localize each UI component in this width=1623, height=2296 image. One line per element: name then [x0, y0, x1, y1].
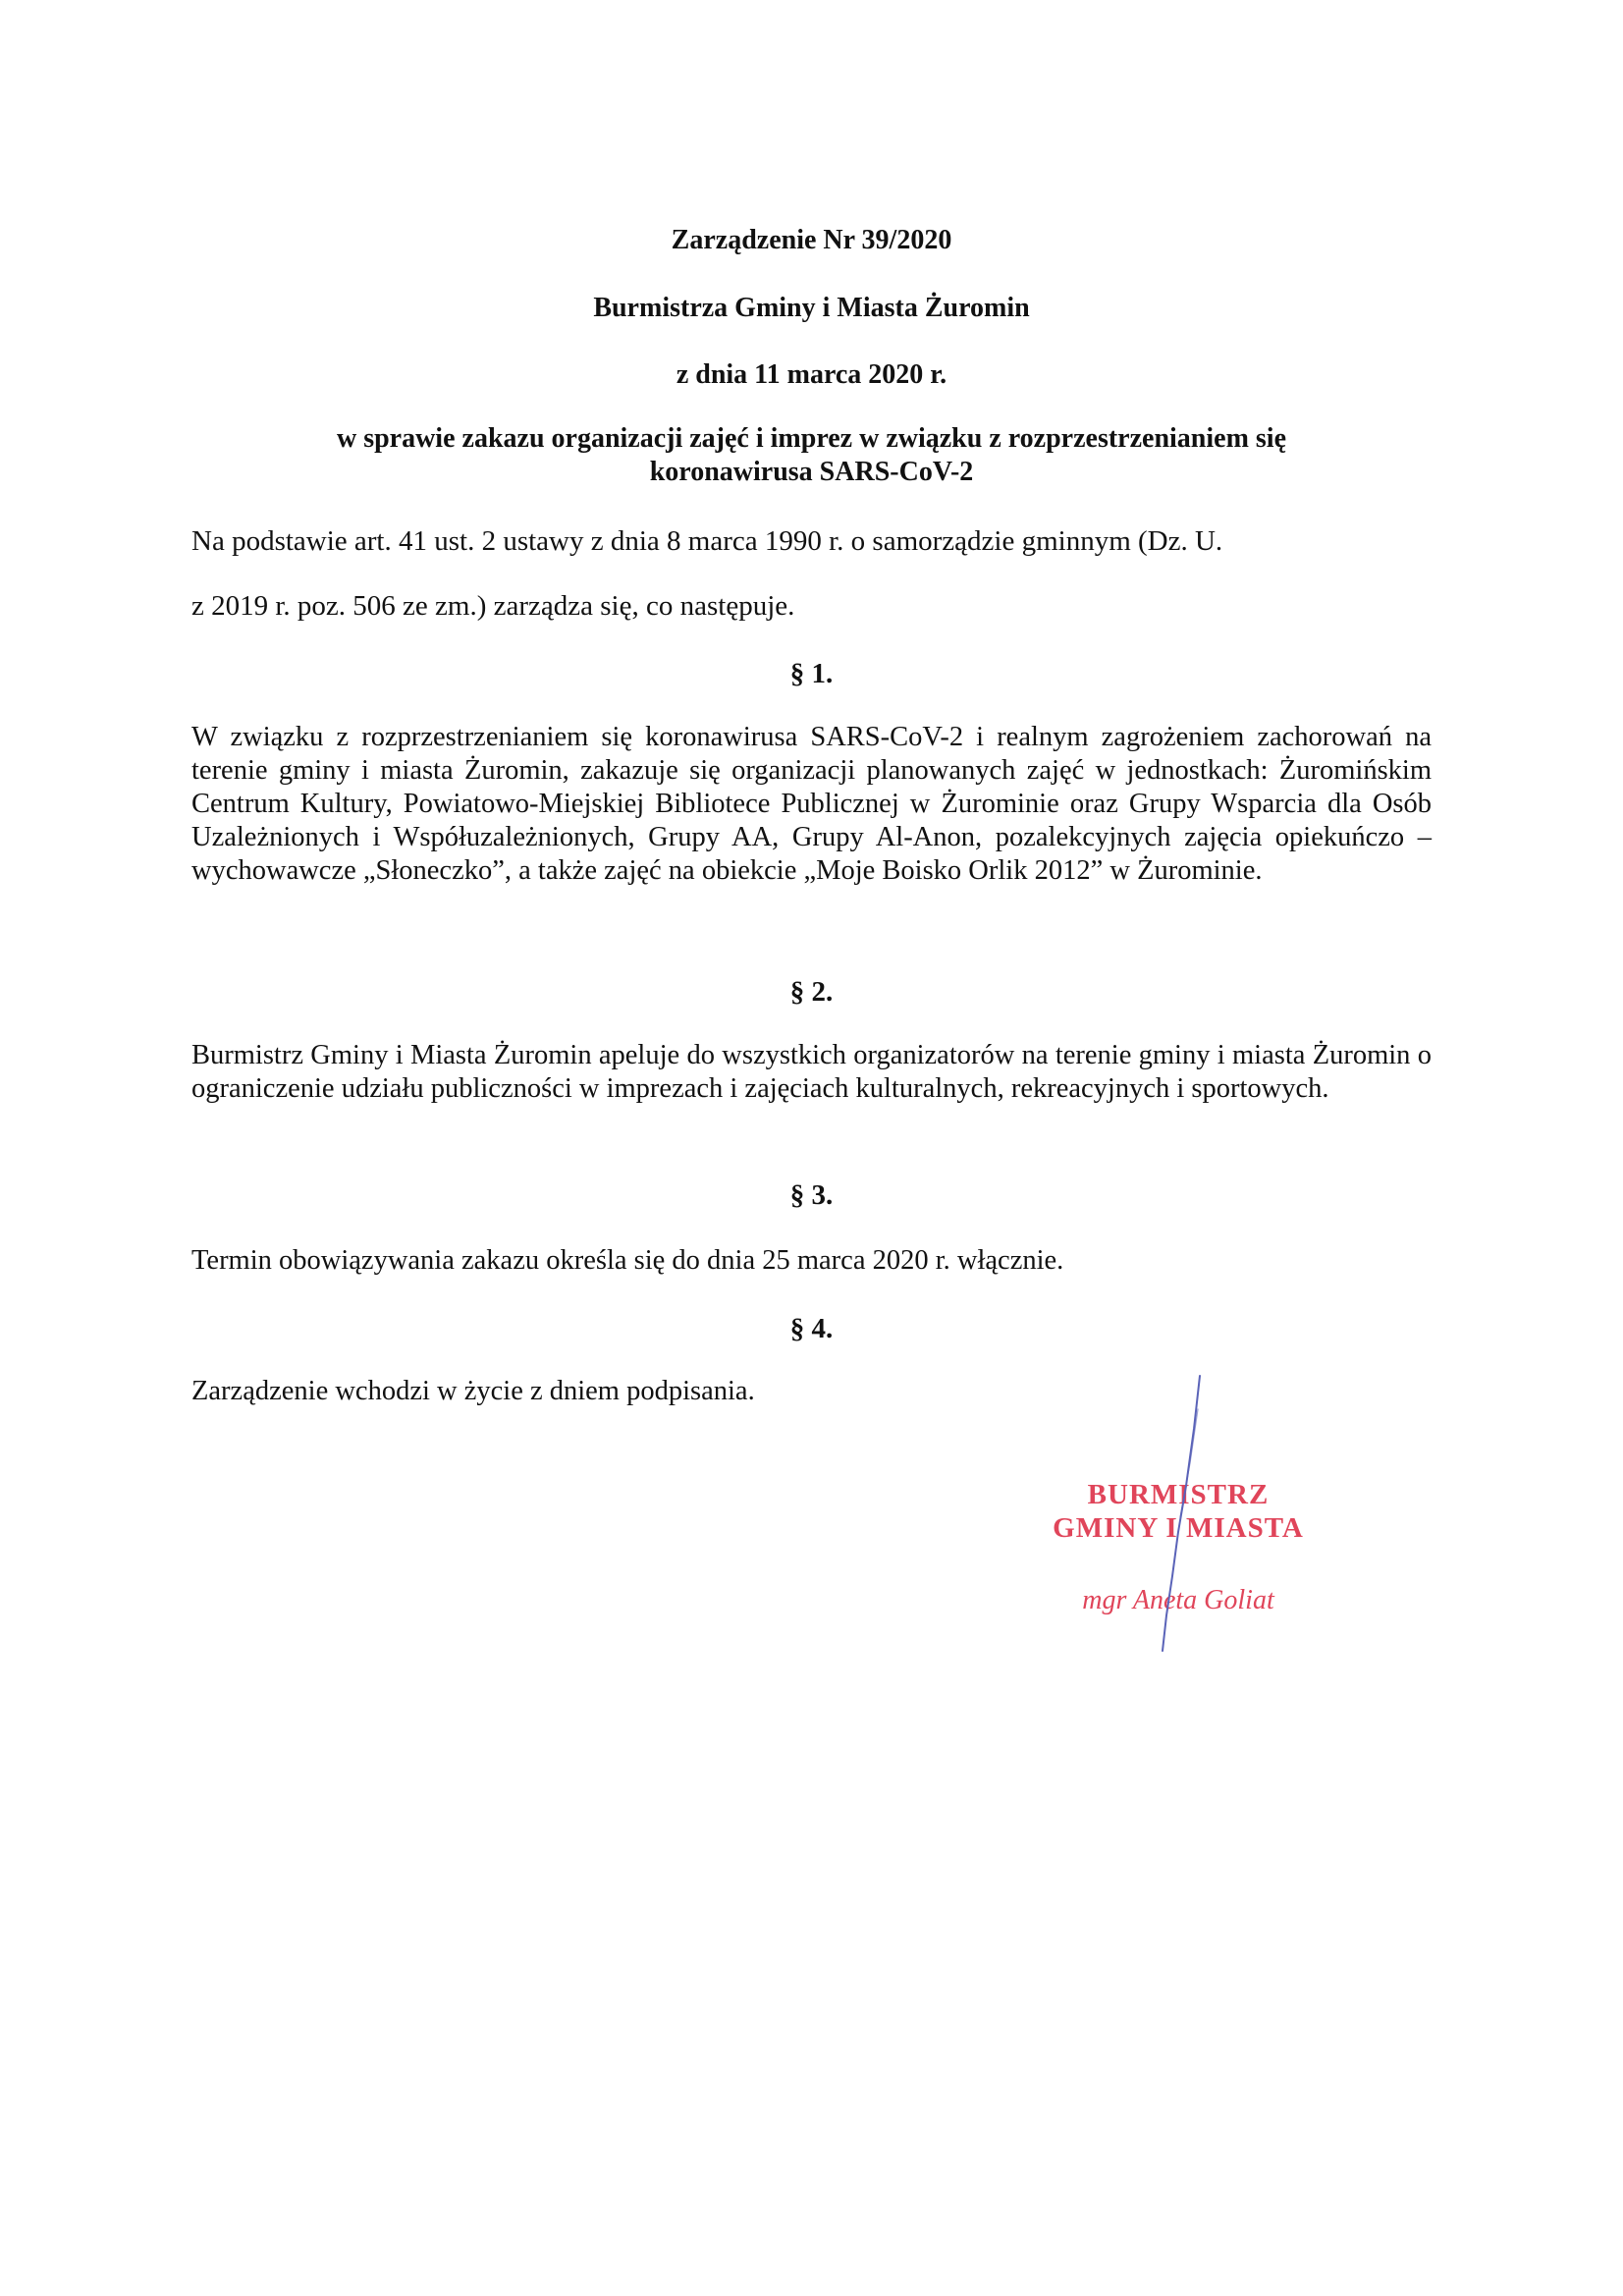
section-3-mark: § 3. [789, 1179, 834, 1211]
stamp-name: mgr Aneta Goliat [1082, 1585, 1274, 1615]
section-1-mark: § 1. [789, 658, 834, 689]
issue-date: z dnia 11 marca 2020 r. [676, 359, 947, 390]
section-3-text: Termin obowiązywania zakazu określa się do dnia 25 marca 2020 r. włącznie. [191, 1245, 1064, 1276]
preamble-line-1: Na podstawie art. 41 ust. 2 ustawy z dnia 8 marca 1990 r. o samorządzie gminnym (Dz. U. [191, 525, 1223, 557]
ordinance-number: Zarządzenie Nr 39/2020 [671, 225, 952, 255]
issuer: Burmistrza Gminy i Miasta Żuromin [593, 293, 1030, 323]
stamp-title-line-2: GMINY I MIASTA [1053, 1512, 1304, 1544]
subject [187, 422, 1436, 489]
preamble-line-2: z 2019 r. poz. 506 ze zm.) zarządza się, co następuje. [191, 590, 795, 622]
section-2-mark: § 2. [789, 976, 834, 1008]
subject-line-2: koronawirusa SARS-CoV-2 [649, 457, 974, 487]
stamp-title-line-1: BURMISTRZ [1087, 1479, 1270, 1510]
subject-line-1: w sprawie zakazu organizacji zajęć i imprez w związku z rozprzestrzenianiem się [336, 423, 1287, 454]
section-4-mark: § 4. [789, 1313, 834, 1344]
section-4-text: Zarządzenie wchodzi w życie z dniem podpisania. [191, 1376, 755, 1406]
section-2-text: Burmistrz Gminy i Miasta Żuromin apeluje do wszystkich organizatorów na terenie gminy i miasta Żuromin o ograniczenie udziału publiczności w imprezach i zajęciach kulturalnych, rekreacyjnych i sportowych. [191, 1040, 1432, 1104]
section-1-text: W związku z rozprzestrzenianiem się koronawirusa SARS-CoV-2 i realnym zagrożeniem zachorowań na terenie gminy i miasta Żuromin, zakazuje się organizacji planowanych zajęć w jednostkach: Żuromińskim Centrum Kultury, Powiatowo-Miejskiej Bibliotece Publicznej w Żurominie oraz Grupy Wsparcia dla Osób Uzależnionych i Współuzależnionych, Grupy AA, Grupy Al-Anon, pozalekcyjnych zajęcia opiekuńczo – wychowawcze „Słoneczko”, a także zajęć na obiekcie „Moje Boisko Orlik 2012” w Żurominie. [191, 722, 1432, 886]
handwritten-signature [1129, 1370, 1208, 1655]
